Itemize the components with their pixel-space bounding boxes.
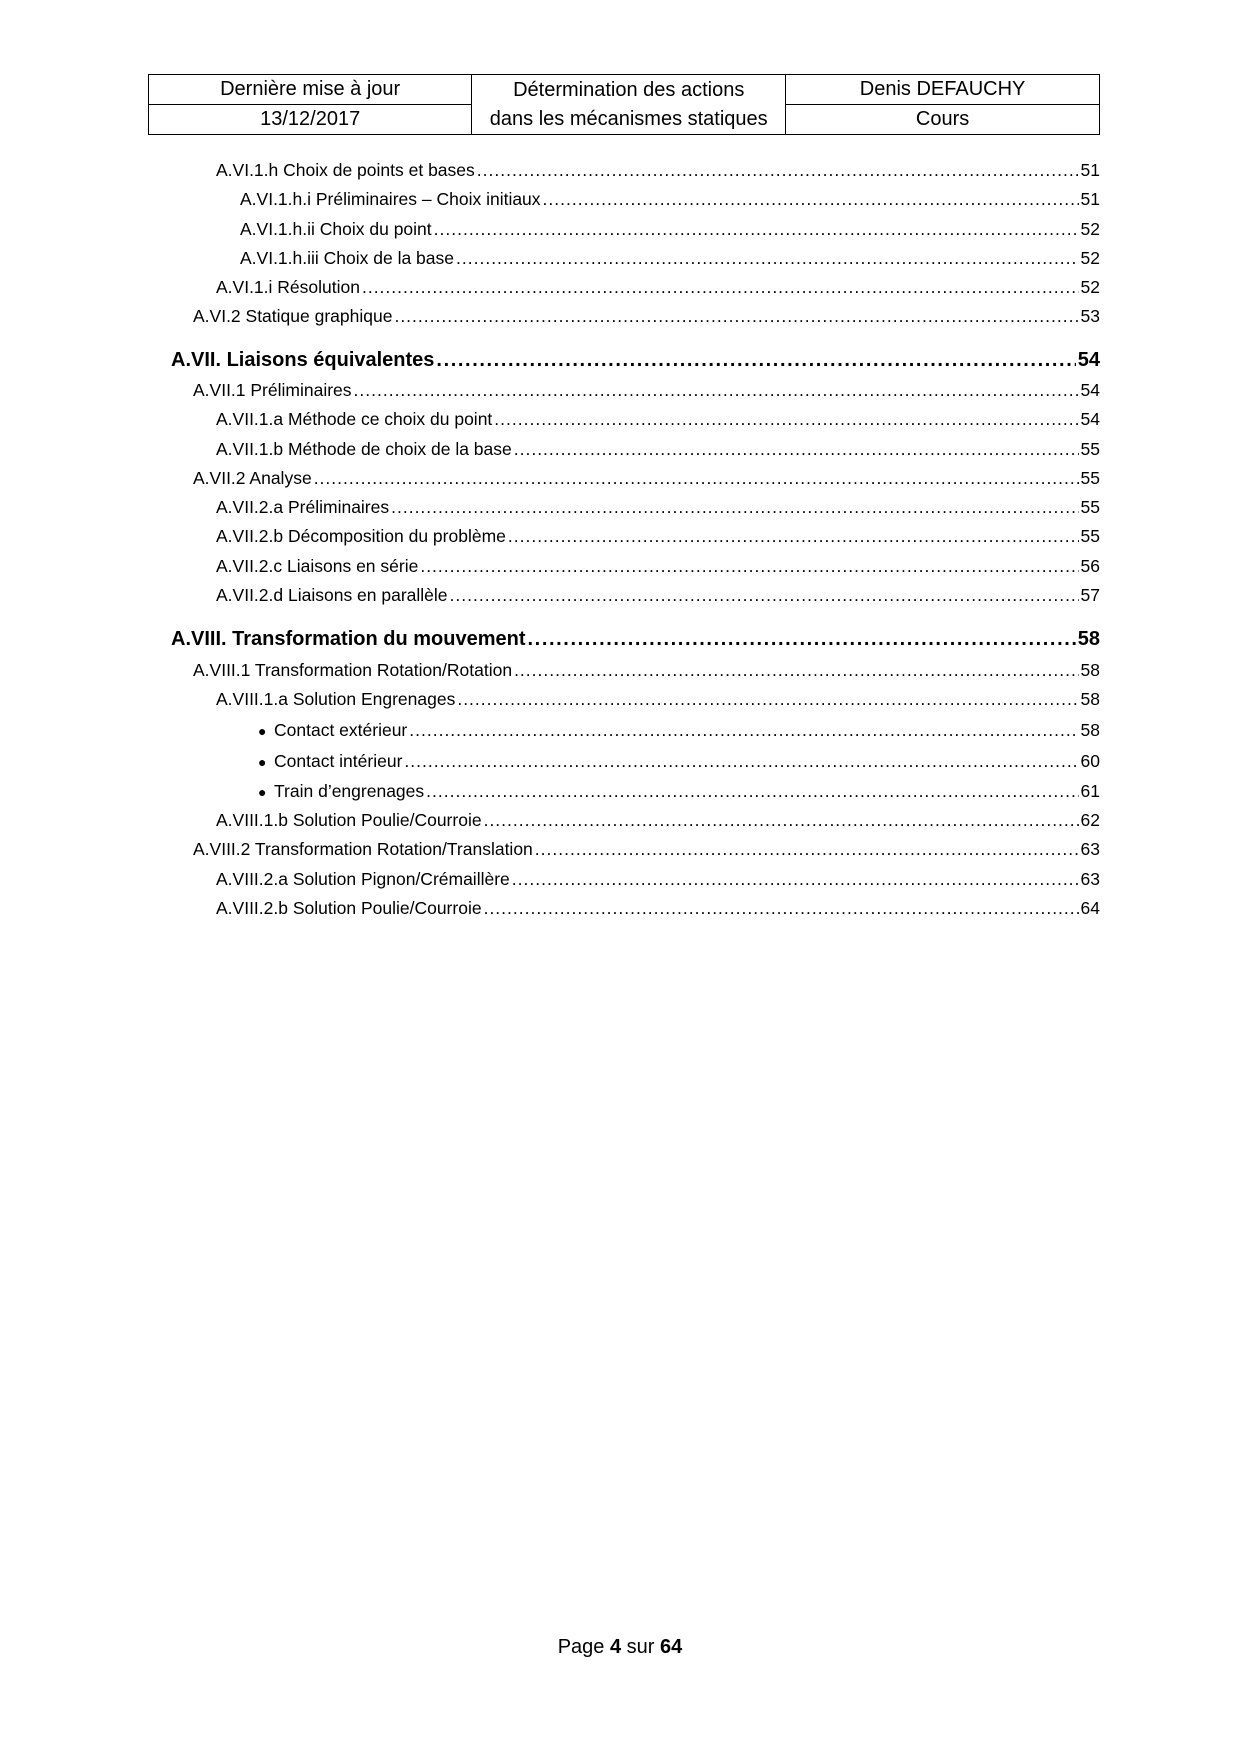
toc-dot-leader bbox=[394, 306, 1078, 327]
toc-entry-page: 61 bbox=[1080, 781, 1100, 801]
toc-entry-page: 58 bbox=[1077, 628, 1100, 650]
toc-entry[interactable] bbox=[193, 380, 1100, 401]
toc-entry-label bbox=[193, 306, 392, 327]
toc-entry-page: 63 bbox=[1080, 839, 1100, 859]
toc-dot-leader bbox=[484, 810, 1079, 831]
toc-dot-leader bbox=[477, 160, 1079, 181]
toc-entry[interactable] bbox=[216, 585, 1100, 606]
footer-prefix: Page bbox=[557, 1636, 605, 1658]
toc-entry[interactable] bbox=[216, 898, 1100, 919]
toc-entry-label bbox=[216, 689, 455, 710]
toc-entry[interactable] bbox=[171, 628, 1100, 651]
toc-entry-page: 52 bbox=[1080, 277, 1100, 297]
toc-entry-label bbox=[216, 810, 482, 831]
toc-entry-label bbox=[216, 277, 360, 298]
toc-entry-text: A.VI.1.h.iii Choix de la base bbox=[240, 248, 455, 268]
toc-entry-label bbox=[240, 219, 432, 240]
toc-dot-leader bbox=[436, 349, 1075, 372]
toc-dot-leader bbox=[494, 409, 1078, 430]
toc-entry-text: A.VIII. Transformation du mouvement bbox=[171, 628, 526, 650]
toc-entry-text: A.VII.2.c Liaisons en série bbox=[216, 556, 419, 576]
toc-entry-text: A.VI.1.h.i Préliminaires – Choix initiaux bbox=[240, 189, 541, 209]
toc-dot-leader bbox=[543, 189, 1079, 210]
toc-dot-leader bbox=[354, 380, 1079, 401]
toc-entry[interactable] bbox=[240, 189, 1100, 210]
toc-entry-page: 51 bbox=[1080, 189, 1100, 209]
toc-entry-label bbox=[258, 781, 424, 802]
toc-entry-page: 60 bbox=[1080, 751, 1100, 771]
toc-entry[interactable] bbox=[216, 556, 1100, 577]
toc-entry-page: 58 bbox=[1080, 689, 1100, 709]
toc-dot-leader bbox=[457, 689, 1078, 710]
toc-entry[interactable] bbox=[193, 306, 1100, 327]
toc-entry[interactable] bbox=[258, 781, 1100, 802]
toc-entry-text: A.VIII.1.b Solution Poulie/Courroie bbox=[216, 810, 482, 830]
toc-entry-label bbox=[216, 585, 448, 606]
toc-entry-text: Contact extérieur bbox=[274, 720, 408, 740]
toc-entry-label bbox=[216, 160, 475, 181]
toc-entry[interactable] bbox=[216, 526, 1100, 547]
toc-dot-leader bbox=[404, 751, 1078, 772]
toc-entry-text: A.VIII.1.a Solution Engrenages bbox=[216, 689, 456, 709]
toc-entry-page: 51 bbox=[1080, 160, 1100, 180]
toc-entry-page: 54 bbox=[1080, 409, 1100, 429]
toc-entry[interactable] bbox=[258, 720, 1100, 741]
toc-entry-page: 58 bbox=[1080, 660, 1100, 680]
page-footer bbox=[0, 1636, 1240, 1659]
toc-entry-text: A.VII.1 Préliminaires bbox=[193, 380, 352, 400]
toc-entry-text: A.VII.1.a Méthode ce choix du point bbox=[216, 409, 493, 429]
toc-entry-label bbox=[216, 409, 492, 430]
toc-dot-leader bbox=[508, 526, 1079, 547]
toc-entry-label bbox=[216, 556, 418, 577]
footer-total-pages: 64 bbox=[660, 1636, 683, 1658]
document-title bbox=[472, 75, 786, 135]
document-title-line2: dans les mécanismes statiques bbox=[489, 107, 768, 130]
toc-dot-leader bbox=[362, 277, 1079, 298]
toc-entry-page: 52 bbox=[1080, 248, 1100, 268]
toc-entry-text: A.VIII.2.a Solution Pignon/Crémaillère bbox=[216, 869, 510, 889]
toc-entry-text: A.VII.2.d Liaisons en parallèle bbox=[216, 585, 448, 605]
toc-entry[interactable] bbox=[216, 689, 1100, 710]
toc-entry-label bbox=[216, 526, 506, 547]
toc-entry-page: 58 bbox=[1080, 720, 1100, 740]
toc-dot-leader bbox=[456, 248, 1079, 269]
bullet-icon: ● bbox=[258, 723, 267, 739]
toc-dot-leader bbox=[535, 839, 1079, 860]
toc-entry[interactable] bbox=[240, 248, 1100, 269]
toc-dot-leader bbox=[434, 219, 1079, 240]
toc-entry-label bbox=[240, 248, 454, 269]
toc-entry-label bbox=[216, 869, 510, 890]
toc-entry-page: 55 bbox=[1080, 439, 1100, 459]
toc-entry[interactable] bbox=[193, 839, 1100, 860]
toc-entry-page: 55 bbox=[1080, 468, 1100, 488]
toc-dot-leader bbox=[512, 869, 1079, 890]
toc-entry-page: 55 bbox=[1080, 497, 1100, 517]
toc-entry-text: Contact intérieur bbox=[274, 751, 403, 771]
toc-entry[interactable] bbox=[216, 409, 1100, 430]
toc-entry-text: A.VIII.2.b Solution Poulie/Courroie bbox=[216, 898, 482, 918]
toc-entry-text: A.VI.1.i Résolution bbox=[216, 277, 360, 297]
toc-entry[interactable] bbox=[216, 439, 1100, 460]
toc-entry-page: 53 bbox=[1080, 306, 1100, 326]
toc-entry[interactable] bbox=[216, 869, 1100, 890]
toc-entry-page: 52 bbox=[1080, 219, 1100, 239]
toc-entry-text: A.VII. Liaisons équivalentes bbox=[171, 349, 435, 371]
toc-dot-leader bbox=[409, 720, 1078, 741]
toc-entry-text: A.VI.2 Statique graphique bbox=[193, 306, 393, 326]
toc-dot-leader bbox=[314, 468, 1079, 489]
document-title-line1: Détermination des actions bbox=[513, 78, 745, 101]
toc-entry-label bbox=[258, 751, 402, 772]
toc-entry-label bbox=[193, 468, 312, 489]
toc-entry-text: A.VI.1.h.ii Choix du point bbox=[240, 219, 432, 239]
toc-entry[interactable] bbox=[193, 660, 1100, 681]
toc-entry[interactable] bbox=[216, 810, 1100, 831]
toc-dot-leader bbox=[450, 585, 1079, 606]
toc-entry-text: Train d’engrenages bbox=[274, 781, 425, 801]
toc-entry-text: A.VII.2 Analyse bbox=[193, 468, 312, 488]
header-table bbox=[148, 74, 1100, 135]
toc-entry-page: 54 bbox=[1077, 349, 1100, 371]
toc-entry-label bbox=[240, 189, 541, 210]
bullet-icon: ● bbox=[258, 784, 267, 800]
toc-entry-text: A.VI.1.h Choix de points et bases bbox=[216, 160, 475, 180]
toc-dot-leader bbox=[484, 898, 1079, 919]
toc-entry-text: A.VII.1.b Méthode de choix de la base bbox=[216, 439, 512, 459]
footer-current-page: 4 bbox=[609, 1636, 622, 1658]
last-update-date: 13/12/2017 bbox=[149, 105, 472, 135]
author-name: Denis DEFAUCHY bbox=[786, 75, 1100, 105]
toc-dot-leader bbox=[528, 628, 1076, 651]
toc-entry-label bbox=[171, 628, 526, 651]
bullet-icon: ● bbox=[258, 754, 267, 770]
toc-dot-leader bbox=[514, 439, 1079, 460]
toc-entry-label bbox=[216, 898, 482, 919]
toc-entry-page: 63 bbox=[1080, 869, 1100, 889]
toc-entry-page: 57 bbox=[1080, 585, 1100, 605]
toc-entry-text: A.VIII.2 Transformation Rotation/Translation bbox=[193, 839, 533, 859]
toc-entry-label bbox=[193, 380, 352, 401]
toc-entry-label bbox=[216, 439, 512, 460]
toc-dot-leader bbox=[426, 781, 1078, 802]
toc-entry[interactable] bbox=[258, 751, 1100, 772]
toc-entry-label bbox=[193, 839, 533, 860]
toc-entry-label bbox=[258, 720, 407, 741]
toc-entry-text: A.VIII.1 Transformation Rotation/Rotation bbox=[193, 660, 513, 680]
toc-entry-page: 64 bbox=[1080, 898, 1100, 918]
toc-entry[interactable] bbox=[216, 160, 1100, 181]
toc-entry-page: 62 bbox=[1080, 810, 1100, 830]
toc-entry-label bbox=[171, 349, 434, 372]
toc-entry[interactable] bbox=[240, 219, 1100, 240]
toc-entry-label bbox=[193, 660, 512, 681]
toc-entry[interactable] bbox=[216, 277, 1100, 298]
toc-entry-page: 56 bbox=[1080, 556, 1100, 576]
toc-dot-leader bbox=[514, 660, 1078, 681]
toc-entry-text: A.VII.2.a Préliminaires bbox=[216, 497, 390, 517]
toc-entry[interactable] bbox=[216, 497, 1100, 518]
toc-entry-page: 54 bbox=[1080, 380, 1100, 400]
toc-entry-label bbox=[216, 497, 389, 518]
last-update-label: Dernière mise à jour bbox=[149, 75, 472, 105]
toc-entry[interactable] bbox=[193, 468, 1100, 489]
toc-entry-text: A.VII.2.b Décomposition du problème bbox=[216, 526, 506, 546]
document-type: Cours bbox=[786, 105, 1100, 135]
toc-dot-leader bbox=[391, 497, 1078, 518]
toc-dot-leader bbox=[420, 556, 1078, 577]
toc-entry[interactable] bbox=[171, 349, 1100, 372]
toc-entry-page: 55 bbox=[1080, 526, 1100, 546]
footer-separator: sur bbox=[626, 1636, 655, 1658]
